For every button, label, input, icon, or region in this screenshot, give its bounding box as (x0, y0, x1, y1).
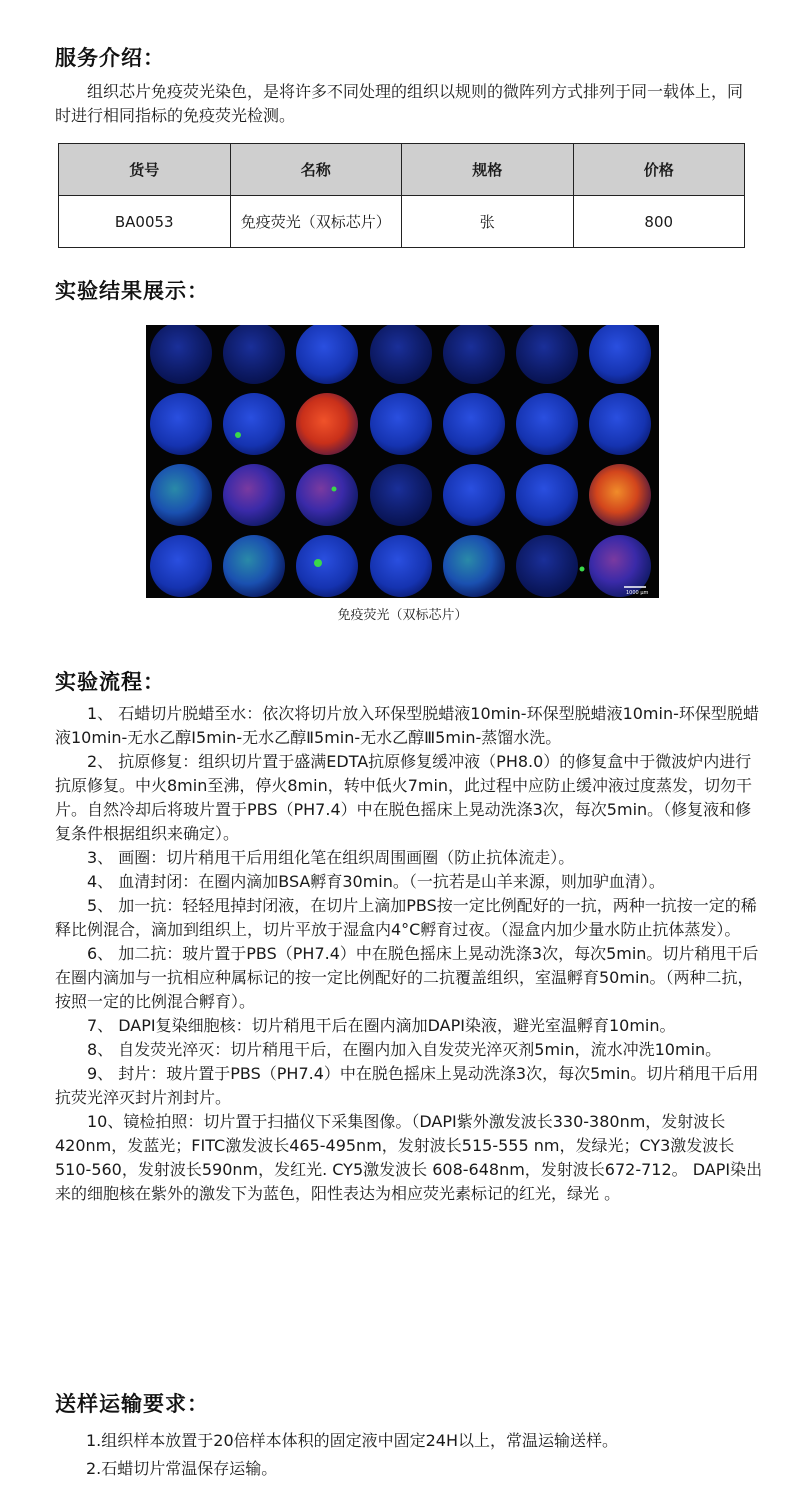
step-9: 9、 封片：玻片置于PBS（PH7.4）中在脱色摇床上晃动洗涤3次，每次5min。切片稍甩干后用抗荧光淬灭封片剂封片。 (55, 1064, 759, 1107)
figure-caption: 免疫荧光（双标芯片） (337, 608, 468, 623)
table-header-row (59, 144, 745, 196)
column-header-spec: 规格 (402, 144, 574, 196)
shipping-item-2: 2.石蜡切片常温保存运输。 (86, 1459, 278, 1478)
tissue-core (223, 464, 285, 526)
cell-item-no: BA0053 (59, 196, 231, 248)
tissue-core (370, 393, 432, 455)
row-1 (150, 325, 651, 384)
price-table (58, 143, 745, 248)
green-signal (580, 567, 585, 572)
tissue-core (296, 464, 358, 526)
tissue-core (589, 464, 651, 526)
tissue-core (589, 325, 651, 384)
tissue-core (443, 325, 505, 384)
row-4 (150, 535, 651, 597)
green-signal (235, 432, 241, 438)
step-1: 1、 石蜡切片脱蜡至水：依次将切片放入环保型脱蜡液10min-环保型脱蜡液10min-环保型脱蜡液10min-无水乙醇Ⅰ5min-无水乙醇Ⅱ5min-无水乙醇Ⅲ5min-蒸馏水洗。 (55, 704, 759, 747)
tissue-core (150, 464, 212, 526)
tissue-core (370, 535, 432, 597)
green-signal (332, 487, 337, 492)
tissue-core (223, 535, 285, 597)
tissue-core (223, 393, 285, 455)
row-3 (150, 464, 651, 526)
tissue-core (296, 393, 358, 455)
green-signal (314, 559, 322, 567)
shipping-item-1: 1.组织样本放置于20倍样本体积的固定液中固定24H以上，常温运输送样。 (86, 1431, 619, 1450)
tissue-core (443, 464, 505, 526)
service-description: 组织芯片免疫荧光染色，是将许多不同处理的组织以规则的微阵列方式排列于同一载体上，同时进行相同指标的免疫荧光检测。 (55, 82, 744, 125)
step-8: 8、 自发荧光淬灭：切片稍甩干后，在圈内加入自发荧光淬灭剂5min，流水冲洗10min。 (87, 1040, 722, 1059)
tissue-core (516, 393, 578, 455)
tissue-core (296, 325, 358, 384)
step-5: 5、 加一抗：轻轻甩掉封闭液，在切片上滴加PBS按一定比例配好的一抗，两种一抗按一定的稀释比例混合，滴加到组织上，切片平放于湿盒内4°C孵育过夜。（湿盒内加少量水防止抗体蒸发）。 (55, 896, 757, 939)
procedure-steps (55, 702, 765, 1206)
scale-label: 1000 μm (626, 590, 649, 596)
tissue-core (589, 393, 651, 455)
tissue-core (443, 393, 505, 455)
tissue-core (516, 535, 578, 597)
shipping-list (86, 1427, 776, 1483)
step-2: 2、 抗原修复：组织切片置于盛满EDTA抗原修复缓冲液（PH8.0）的修复盒中于微波炉内进行抗原修复。中火8min至沸，停火8min，转中低火7min，此过程中应防止缓冲液过度蒸发，切勿干片。自然冷却后将玻片置于PBS（PH7.4）中在脱色摇床上晃动洗涤3次，每次5min。（修复液和修复条件根据组织来确定）。 (55, 752, 753, 843)
tissue-core (443, 535, 505, 597)
procedure-heading: 实验流程： (55, 670, 165, 694)
table-row (59, 196, 745, 248)
service-heading: 服务介绍： (55, 46, 165, 70)
row-2 (150, 393, 651, 455)
microarray-figure (146, 325, 659, 598)
tissue-core (223, 325, 285, 384)
step-6: 6、 加二抗：玻片置于PBS（PH7.4）中在脱色摇床上晃动洗涤3次，每次5min。切片稍甩干后在圈内滴加与一抗相应种属标记的按一定比例配好的二抗覆盖组织，室温孵育50min。（两种二抗，按照一定的比例混合孵育）。 (55, 944, 759, 1011)
column-header-price: 价格 (573, 144, 745, 196)
tissue-core (370, 464, 432, 526)
column-header-item-no: 货号 (59, 144, 231, 196)
tissue-core (516, 325, 578, 384)
tissue-microarray-image (146, 325, 659, 598)
step-3: 3、 画圈：切片稍甩干后用组化笔在组织周围画圈（防止抗体流走）。 (87, 848, 575, 867)
tissue-core (150, 325, 212, 384)
column-header-name: 名称 (230, 144, 402, 196)
step-4: 4、 血清封闭：在圈内滴加BSA孵育30min。（一抗若是山羊来源，则加驴血清）。 (87, 872, 665, 891)
cell-name: 免疫荧光（双标芯片） (230, 196, 402, 248)
tissue-core (370, 325, 432, 384)
tissue-core (296, 535, 358, 597)
cell-price: 800 (573, 196, 745, 248)
tissue-core (516, 464, 578, 526)
results-heading: 实验结果展示： (55, 279, 209, 303)
step-10: 10、镜检拍照：切片置于扫描仪下采集图像。（DAPI紫外激发波长330-380nm，发射波长420nm，发蓝光；FITC激发波长465-495nm，发射波长515-555 nm，发绿光；CY3激发波长510-560，发射波长590nm，发红光. CY5激发波长 608-648nm，发射波长672-712。 DAPI染出来的细胞核在紫外的激发下为蓝色，阳性表达为相应荧光素标记的红光，绿光 。 (55, 1112, 763, 1203)
shipping-heading: 送样运输要求： (55, 1392, 209, 1416)
cell-spec: 张 (402, 196, 574, 248)
tissue-core (150, 393, 212, 455)
tissue-core (150, 535, 212, 597)
service-intro (55, 80, 755, 128)
step-7: 7、 DAPI复染细胞核：切片稍甩干后在圈内滴加DAPI染液，避光室温孵育10min。 (87, 1016, 676, 1035)
